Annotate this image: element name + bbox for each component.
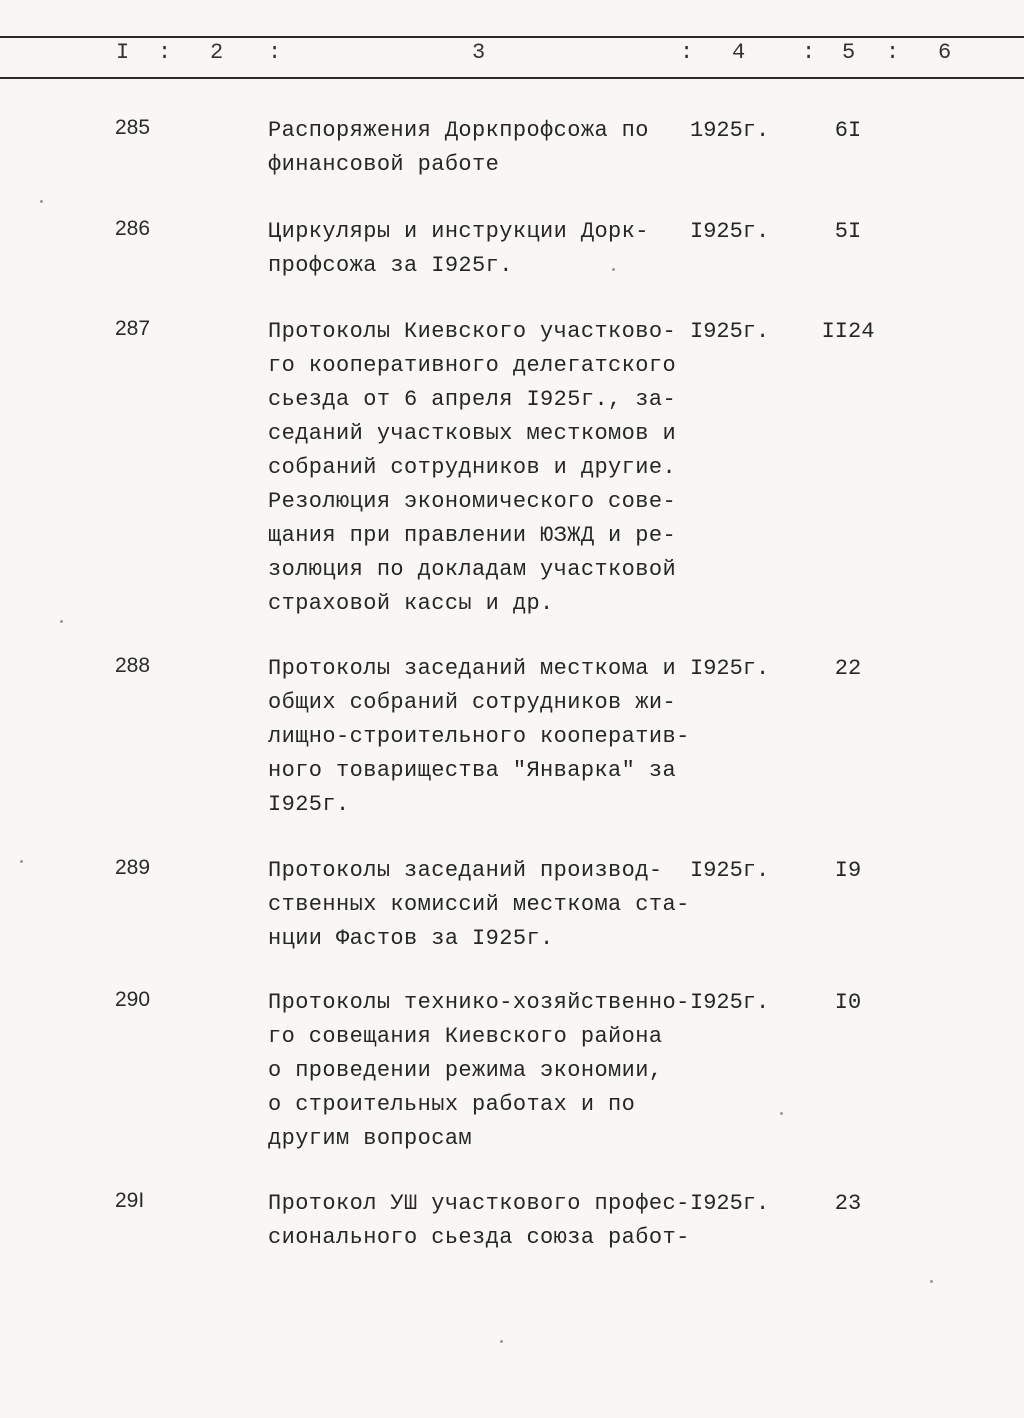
record-description: Протоколы заседаний производ- ственных комиссий месткома ста- нции Фастов за I925г.: [268, 858, 690, 951]
column-separator: :: [680, 40, 694, 65]
scan-speck: [780, 1112, 783, 1115]
record-year: I925г.: [690, 319, 770, 344]
record-page-count: II24: [821, 319, 875, 344]
record-description: Протоколы Киевского участково- го кооперативного делегатского сьезда от 6 апреля I925г., за- седаний участковых месткомов и собраний сотрудников и другие. Резолюция экономического сове- щания при правлении ЮЗЖД и ре- золюция по докладам участковой страховой кассы и др.: [268, 319, 677, 616]
record-description: Протоколы технико-хозяйственно- го совещания Киевского района о проведении режима экономии, о строительных работах и по другим вопросам: [268, 990, 690, 1151]
column-separator: :: [268, 40, 282, 65]
column-separator: :: [886, 40, 900, 65]
record-number: 289: [115, 856, 151, 879]
scan-speck: [60, 620, 63, 623]
record-number: 286: [115, 217, 151, 240]
record-year: 1925г.: [690, 118, 770, 143]
record-description: Протоколы заседаний месткома и общих собраний сотрудников жи- лищно-строительного кооператив- ного товарищества "Январка" за I925г.: [268, 656, 690, 817]
record-page-count: 6I: [834, 118, 862, 143]
record-number: 288: [115, 654, 151, 677]
scan-speck: [930, 1280, 933, 1283]
column-header-3: 3: [472, 40, 486, 65]
scan-speck: [40, 200, 43, 203]
column-header-1: I: [116, 40, 130, 65]
header-top-rule: [0, 36, 1024, 38]
record-page-count: I9: [834, 858, 862, 883]
record-page-count: 22: [834, 656, 862, 681]
record-page-count: 5I: [834, 219, 862, 244]
record-number: 287: [115, 317, 151, 340]
record-description: Протокол УШ участкового профес- сионального сьезда союза работ-: [268, 1191, 690, 1250]
record-number: 290: [115, 988, 151, 1011]
scan-speck: [612, 268, 615, 271]
column-header-5: 5: [842, 40, 856, 65]
record-number: 29I: [115, 1189, 145, 1212]
record-year: I925г.: [690, 656, 770, 681]
column-header-2: 2: [210, 40, 224, 65]
scan-speck: [20, 860, 23, 863]
record-description: Циркуляры и инструкции Дорк- профсожа за I925г.: [268, 219, 649, 278]
scan-speck: [500, 1340, 503, 1343]
column-separator: :: [802, 40, 816, 65]
record-page-count: 23: [834, 1191, 862, 1216]
record-year: I925г.: [690, 858, 770, 883]
record-description: Распоряжения Доркпрофсожа по финансовой работе: [268, 118, 649, 177]
record-year: I925г.: [690, 1191, 770, 1216]
header-bottom-rule: [0, 77, 1024, 79]
record-year: I925г.: [690, 219, 770, 244]
column-header-4: 4: [732, 40, 746, 65]
record-page-count: I0: [834, 990, 862, 1015]
record-number: 285: [115, 116, 151, 139]
record-year: I925г.: [690, 990, 770, 1015]
column-header-6: 6: [938, 40, 952, 65]
column-separator: :: [158, 40, 172, 65]
